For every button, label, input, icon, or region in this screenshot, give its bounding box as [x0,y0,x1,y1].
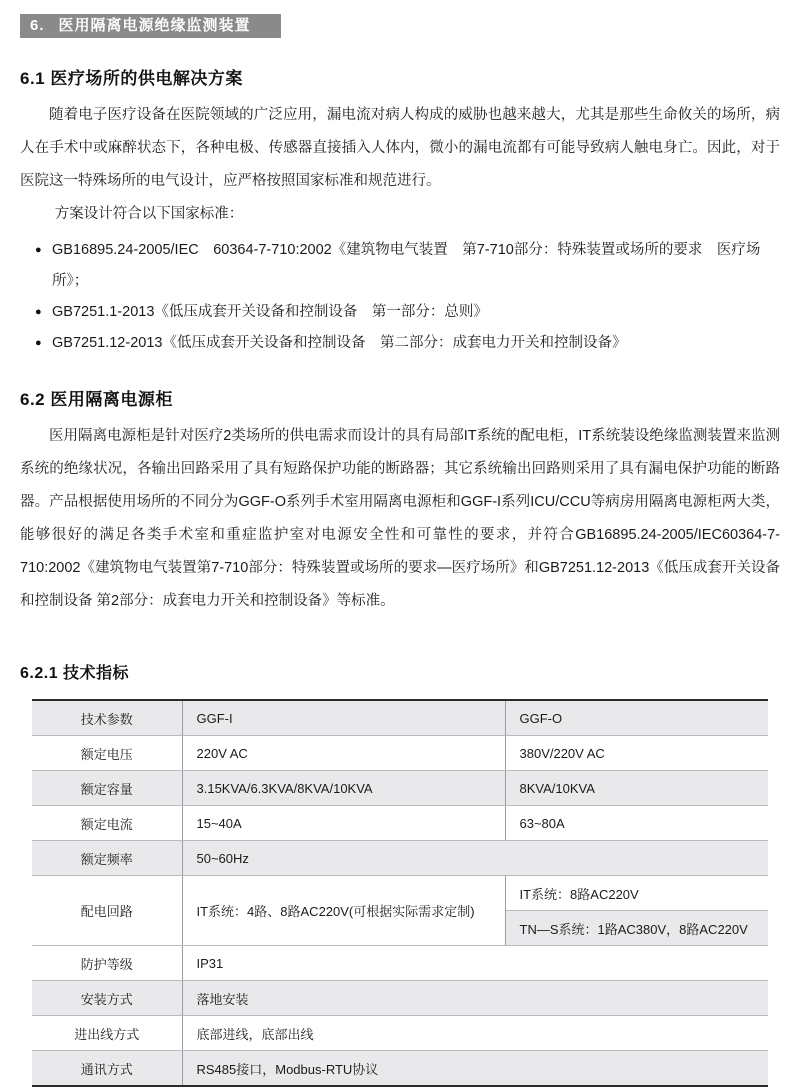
spec-row [32,981,768,1016]
bullet-icon: ● [35,244,42,256]
spec-value-ggf-i: IT系统：4路、8路AC220V(可根据实际需求定制) [182,876,505,946]
spec-label: 安装方式 [32,981,182,1016]
section-6-1-paragraph: 随着电子医疗设备在医院领域的广泛应用，漏电流对病人构成的威胁也越来越大，尤其是那些生命攸关的场所，病人在手术中或麻醉状态下，各种电极、传感器直接插入人体内，微小的漏电流都有可能导致病人触电身亡。因此，对于医院这一特殊场所的电气设计，应严格按照国家标准和规范进行。 [20,107,780,189]
bullet-icon: ● [35,306,42,318]
spec-label: 技术参数 [32,700,182,736]
standard-text: GB7251.1-2013《低压成套开关设备和控制设备 第一部分：总则》 [52,304,488,320]
spec-row-header [32,700,768,736]
spec-label: 额定电压 [32,736,182,771]
standards-list [20,235,780,359]
spec-row [32,1016,768,1051]
standard-item [35,328,780,359]
spec-value: RS485接口，Modbus-RTU协议 [182,1051,768,1087]
spec-value-ggf-o: 380V/220V AC [505,736,768,771]
spec-row [32,771,768,806]
chapter-banner [20,14,281,38]
spec-value-ggf-i: 3.15KVA/6.3KVA/8KVA/10KVA [182,771,505,806]
spec-value-ggf-o: GGF-O [505,700,768,736]
spec-value-ggf-i: 220V AC [182,736,505,771]
standard-text: GB16895.24-2005/IEC 60364-7-710:2002《建筑物电气装置 第7-710部分：特殊装置或场所的要求 医疗场所》； [52,242,761,289]
spec-label: 额定容量 [32,771,182,806]
spec-value: 落地安装 [182,981,768,1016]
spec-value-ggf-i: GGF-I [182,700,505,736]
spec-label: 额定频率 [32,841,182,876]
section-6-2-paragraph: 医用隔离电源柜是针对医疗2类场所的供电需求而设计的具有局部IT系统的配电柜，IT系统装设绝缘监测装置来监测系统的绝缘状况，各输出回路采用了具有短路保护功能的断路器；其它系统输出回路则采用了具有漏电保护功能的断路器。产品根据使用场所的不同分为GGF-O系列手术室用隔离电源柜和GGF-I系列ICU/CCU等病房用隔离电源柜两大类，能够很好的满足各类手术室和重症监护室对电源安全性和可靠性的要求，并符合GB16895.24-2005/IEC60364-7-710:2002《建筑物电气装置第7-710部分：特殊装置或场所的要求—医疗场所》和GB7251.12-2013《低压成套开关设备和控制设备 第2部分：成套电力开关和控制设备》等标准。 [20,428,780,609]
spec-label: 配电回路 [32,876,182,946]
spec-table [32,699,768,1087]
section-6-1-heading: 6.1 医疗场所的供电解决方案 [20,69,243,88]
spec-row [32,841,768,876]
spec-value-ggf-o: 8KVA/10KVA [505,771,768,806]
spec-value-ggf-o-it: IT系统：8路AC220V [505,876,768,911]
spec-value: IP31 [182,946,768,981]
section-6-2-1-heading: 6.2.1 技术指标 [20,665,130,682]
chapter-title: 医用隔离电源绝缘监测装置 [58,17,251,34]
spec-label: 通讯方式 [32,1051,182,1087]
standard-item [35,235,780,297]
chapter-number: 6. [30,17,45,34]
standards-intro: 方案设计符合以下国家标准： [54,206,244,222]
standard-text: GB7251.12-2013《低压成套开关设备和控制设备 第二部分：成套电力开关和控制设备》 [52,335,627,351]
spec-row [32,1051,768,1087]
spec-row [32,806,768,841]
spec-value-ggf-i: 15~40A [182,806,505,841]
spec-row [32,946,768,981]
spec-value-ggf-o: 63~80A [505,806,768,841]
spec-label: 额定电流 [32,806,182,841]
spec-value-ggf-o-tns: TN—S系统：1路AC380V，8路AC220V [505,911,768,946]
section-6-2-heading: 6.2 医用隔离电源柜 [20,390,173,409]
spec-value: 底部进线，底部出线 [182,1016,768,1051]
standard-item [35,297,780,328]
spec-label: 进出线方式 [32,1016,182,1051]
spec-row [32,876,768,911]
spec-label: 防护等级 [32,946,182,981]
spec-value: 50~60Hz [182,841,768,876]
bullet-icon: ● [35,337,42,349]
spec-row [32,736,768,771]
